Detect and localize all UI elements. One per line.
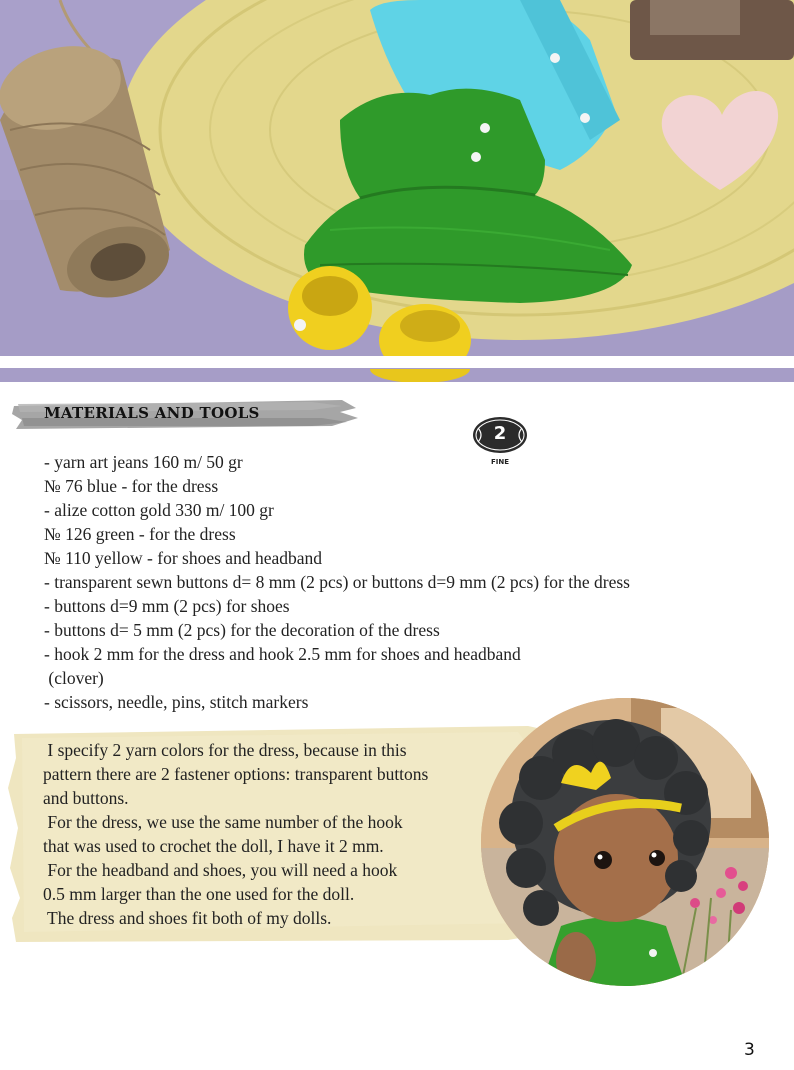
note-line: pattern there are 2 fastener options: transparent buttons — [43, 764, 429, 784]
list-item: № 76 blue - for the dress — [44, 476, 219, 496]
note-line: 0.5 mm larger than the one used for the doll. — [43, 884, 355, 904]
list-item: (clover) — [44, 668, 104, 688]
note-line: that was used to crochet the doll, I have it 2 mm. — [43, 836, 384, 856]
list-item: - yarn art jeans 160 m/ 50 gr — [44, 452, 243, 472]
note-line: I specify 2 yarn colors for the dress, because in this — [43, 740, 407, 760]
list-item: - alize cotton gold 330 m/ 100 gr — [44, 500, 274, 520]
page-number: 3 — [744, 1040, 755, 1060]
yarn-weight-number: 2 — [493, 423, 507, 444]
materials-list — [44, 450, 630, 714]
note-line: For the dress, we use the same number of the hook — [43, 812, 403, 832]
top-photo-crochet-clothes — [0, 0, 794, 356]
note-line: and buttons. — [43, 788, 129, 808]
note-line: The dress and shoes fit both of my dolls. — [43, 908, 332, 928]
list-item: № 110 yellow - for shoes and headband — [44, 548, 322, 568]
note-text — [43, 738, 503, 930]
list-item: - transparent sewn buttons d= 8 mm (2 pcs) or buttons d=9 mm (2 pcs) for the dress — [44, 572, 630, 592]
note-line: For the headband and shoes, you will need a hook — [43, 860, 398, 880]
list-item: - hook 2 mm for the dress and hook 2.5 mm for shoes and headband — [44, 644, 521, 664]
yarn-weight-caption: FINE — [490, 458, 510, 466]
photo-strip — [0, 368, 794, 382]
section-title: MATERIALS AND TOOLS — [44, 404, 260, 422]
doll-photo — [481, 698, 769, 986]
list-item: - scissors, needle, pins, stitch markers — [44, 692, 309, 712]
photo-divider — [0, 356, 794, 368]
list-item: № 126 green - for the dress — [44, 524, 236, 544]
list-item: - buttons d=9 mm (2 pcs) for shoes — [44, 596, 290, 616]
list-item: - buttons d= 5 mm (2 pcs) for the decoration of the dress — [44, 620, 440, 640]
